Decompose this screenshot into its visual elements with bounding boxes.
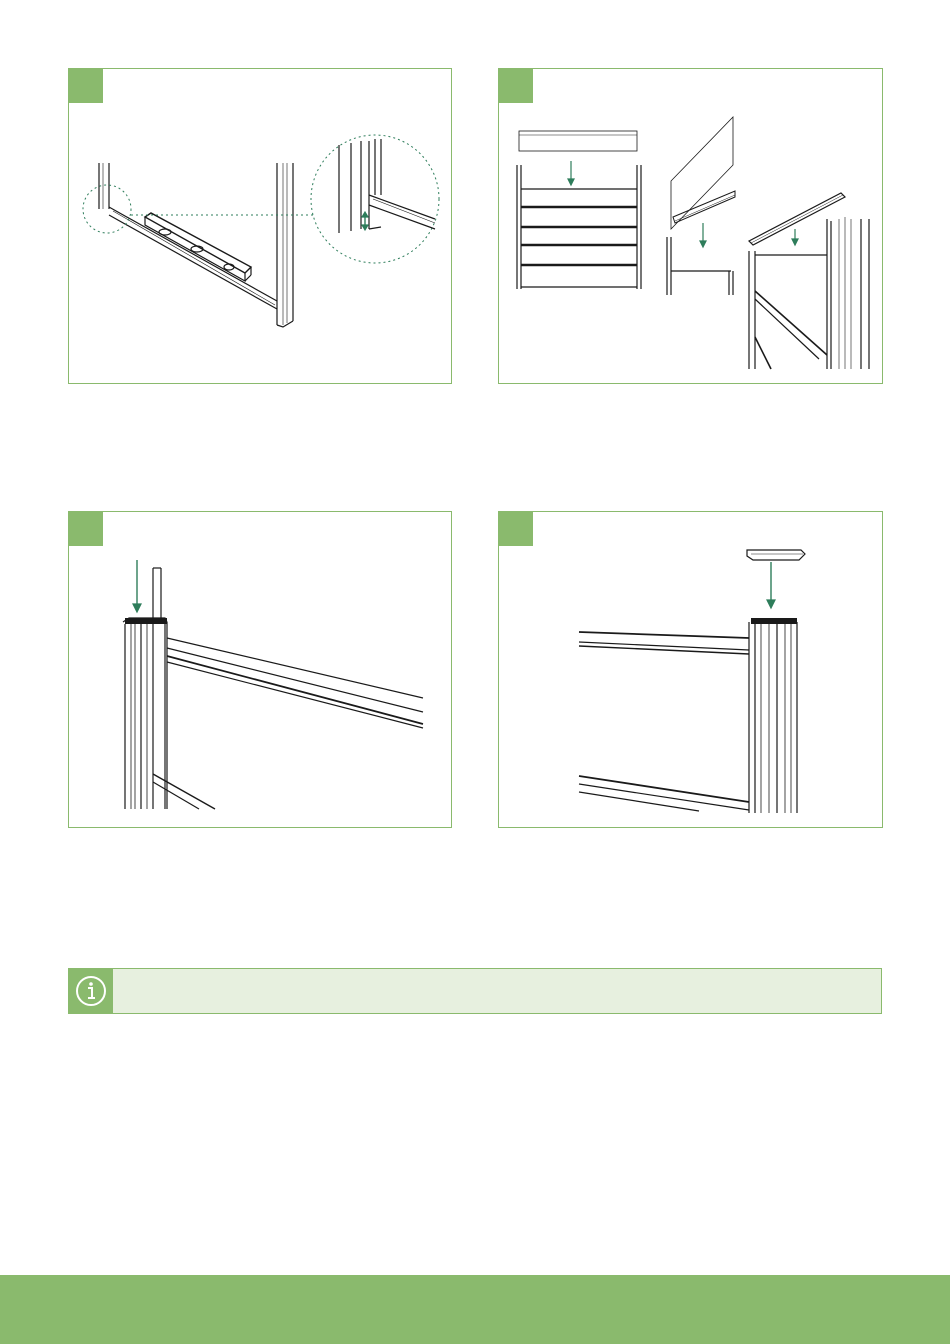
step-panel-3	[68, 511, 452, 828]
step-panel-2	[498, 68, 883, 384]
step-panel-1	[68, 68, 452, 384]
step-panel-4	[498, 511, 883, 828]
footer-bar	[0, 1275, 950, 1344]
step-3-illustration	[69, 512, 452, 828]
step-2-illustration	[499, 69, 883, 384]
step-4-illustration	[499, 512, 883, 828]
info-icon-cell	[69, 969, 113, 1013]
step-1-illustration	[69, 69, 452, 384]
info-icon	[69, 969, 113, 1013]
info-box	[68, 968, 882, 1014]
